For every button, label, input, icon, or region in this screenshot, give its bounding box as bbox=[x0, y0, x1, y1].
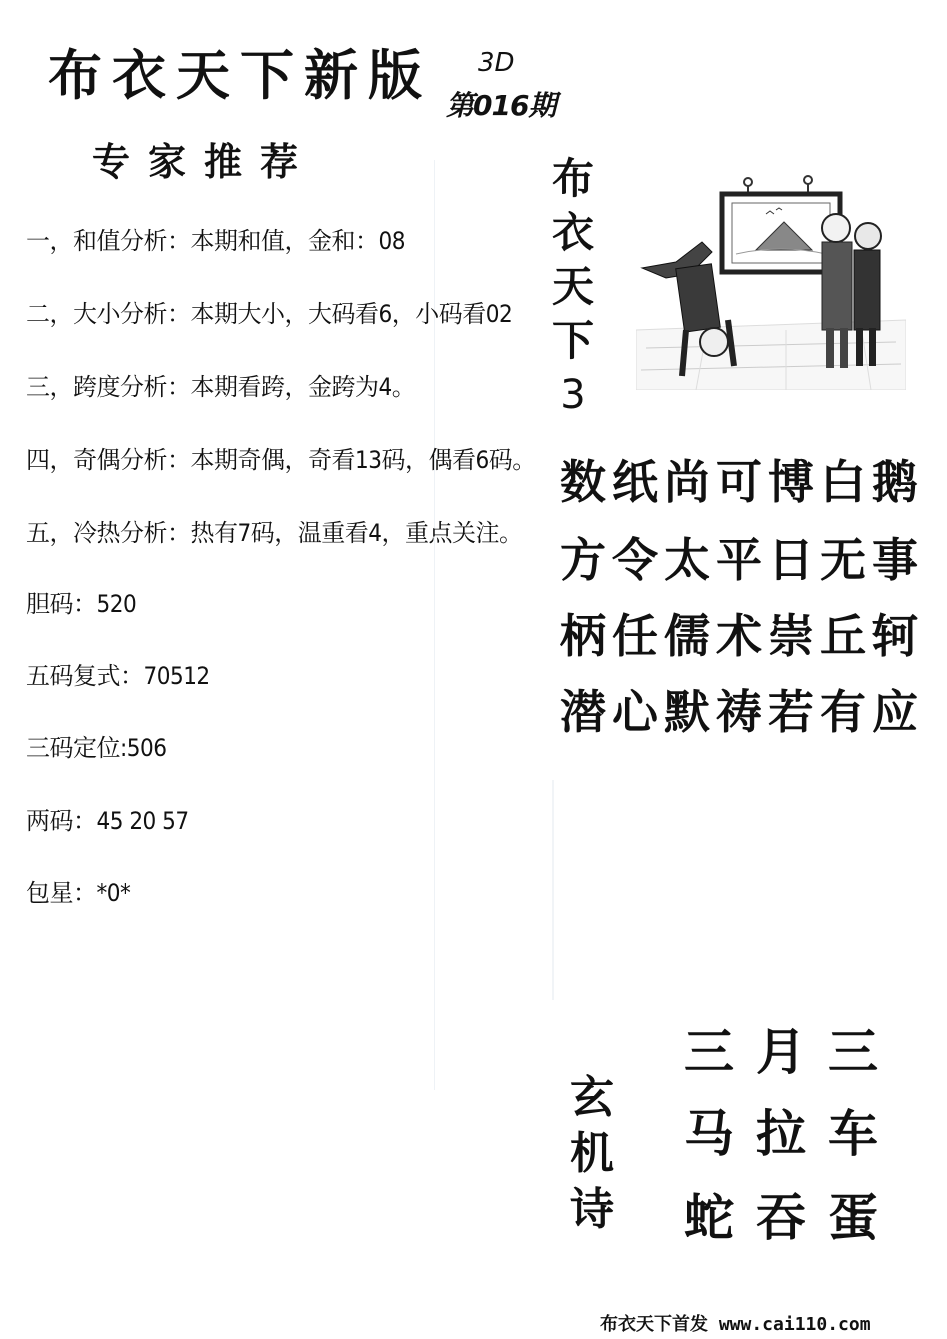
poem-line-4: 潜心默祷若有应 bbox=[560, 685, 924, 739]
poem-line-3: 柄任儒术崇丘轲 bbox=[560, 609, 924, 663]
five-code-combo: 五码复式：70512 bbox=[26, 662, 210, 690]
brand-vertical-title bbox=[548, 152, 598, 422]
brand-char: 下 bbox=[551, 316, 594, 365]
analysis-span: 三，跨度分析：本期看跨，金跨为4。 bbox=[26, 373, 416, 401]
include-star: 包星：*0* bbox=[26, 879, 131, 907]
brand-char: 布 bbox=[551, 154, 594, 203]
riddle-line-1: 三月三 bbox=[684, 1022, 900, 1081]
brand-char: 天 bbox=[551, 262, 594, 311]
cartoon-illustration bbox=[636, 170, 906, 390]
issue-number: 第016期 bbox=[446, 89, 556, 122]
right-divider bbox=[552, 780, 554, 1000]
poem-line-2: 方令太平日无事 bbox=[560, 533, 924, 587]
three-code-position: 三码定位:506 bbox=[26, 734, 167, 762]
poem-line-1: 数纸尚可博白鹅 bbox=[560, 455, 924, 509]
brand-char: 衣 bbox=[551, 208, 594, 257]
key-number: 胆码：520 bbox=[26, 590, 137, 618]
riddle-label bbox=[566, 1070, 618, 1238]
main-title: 布衣天下新版 bbox=[48, 43, 432, 107]
riddle-label-char: 机 bbox=[570, 1128, 614, 1179]
brand-number: 3 bbox=[560, 372, 586, 418]
analysis-sum: 一，和值分析：本期和值，金和：08 bbox=[26, 227, 405, 255]
riddle-line-2: 马拉车 bbox=[684, 1104, 900, 1163]
analysis-odd-even: 四，奇偶分析：本期奇偶，奇看13码，偶看6码。 bbox=[26, 446, 536, 474]
analysis-hot-cold: 五，冷热分析：热有7码，温重看4，重点关注。 bbox=[26, 519, 523, 547]
two-code: 两码：45 20 57 bbox=[26, 807, 189, 835]
edition-label: 3D bbox=[478, 48, 515, 78]
riddle-label-char: 玄 bbox=[570, 1072, 614, 1123]
analysis-size: 二，大小分析：本期大小，大码看6，小码看02 bbox=[26, 300, 513, 328]
sub-title: 专家推荐 bbox=[92, 139, 317, 184]
footer-source: 布衣天下首发 www.cai110.com bbox=[600, 1314, 871, 1335]
riddle-line-3: 蛇吞蛋 bbox=[684, 1188, 900, 1247]
riddle-label-char: 诗 bbox=[570, 1184, 614, 1235]
